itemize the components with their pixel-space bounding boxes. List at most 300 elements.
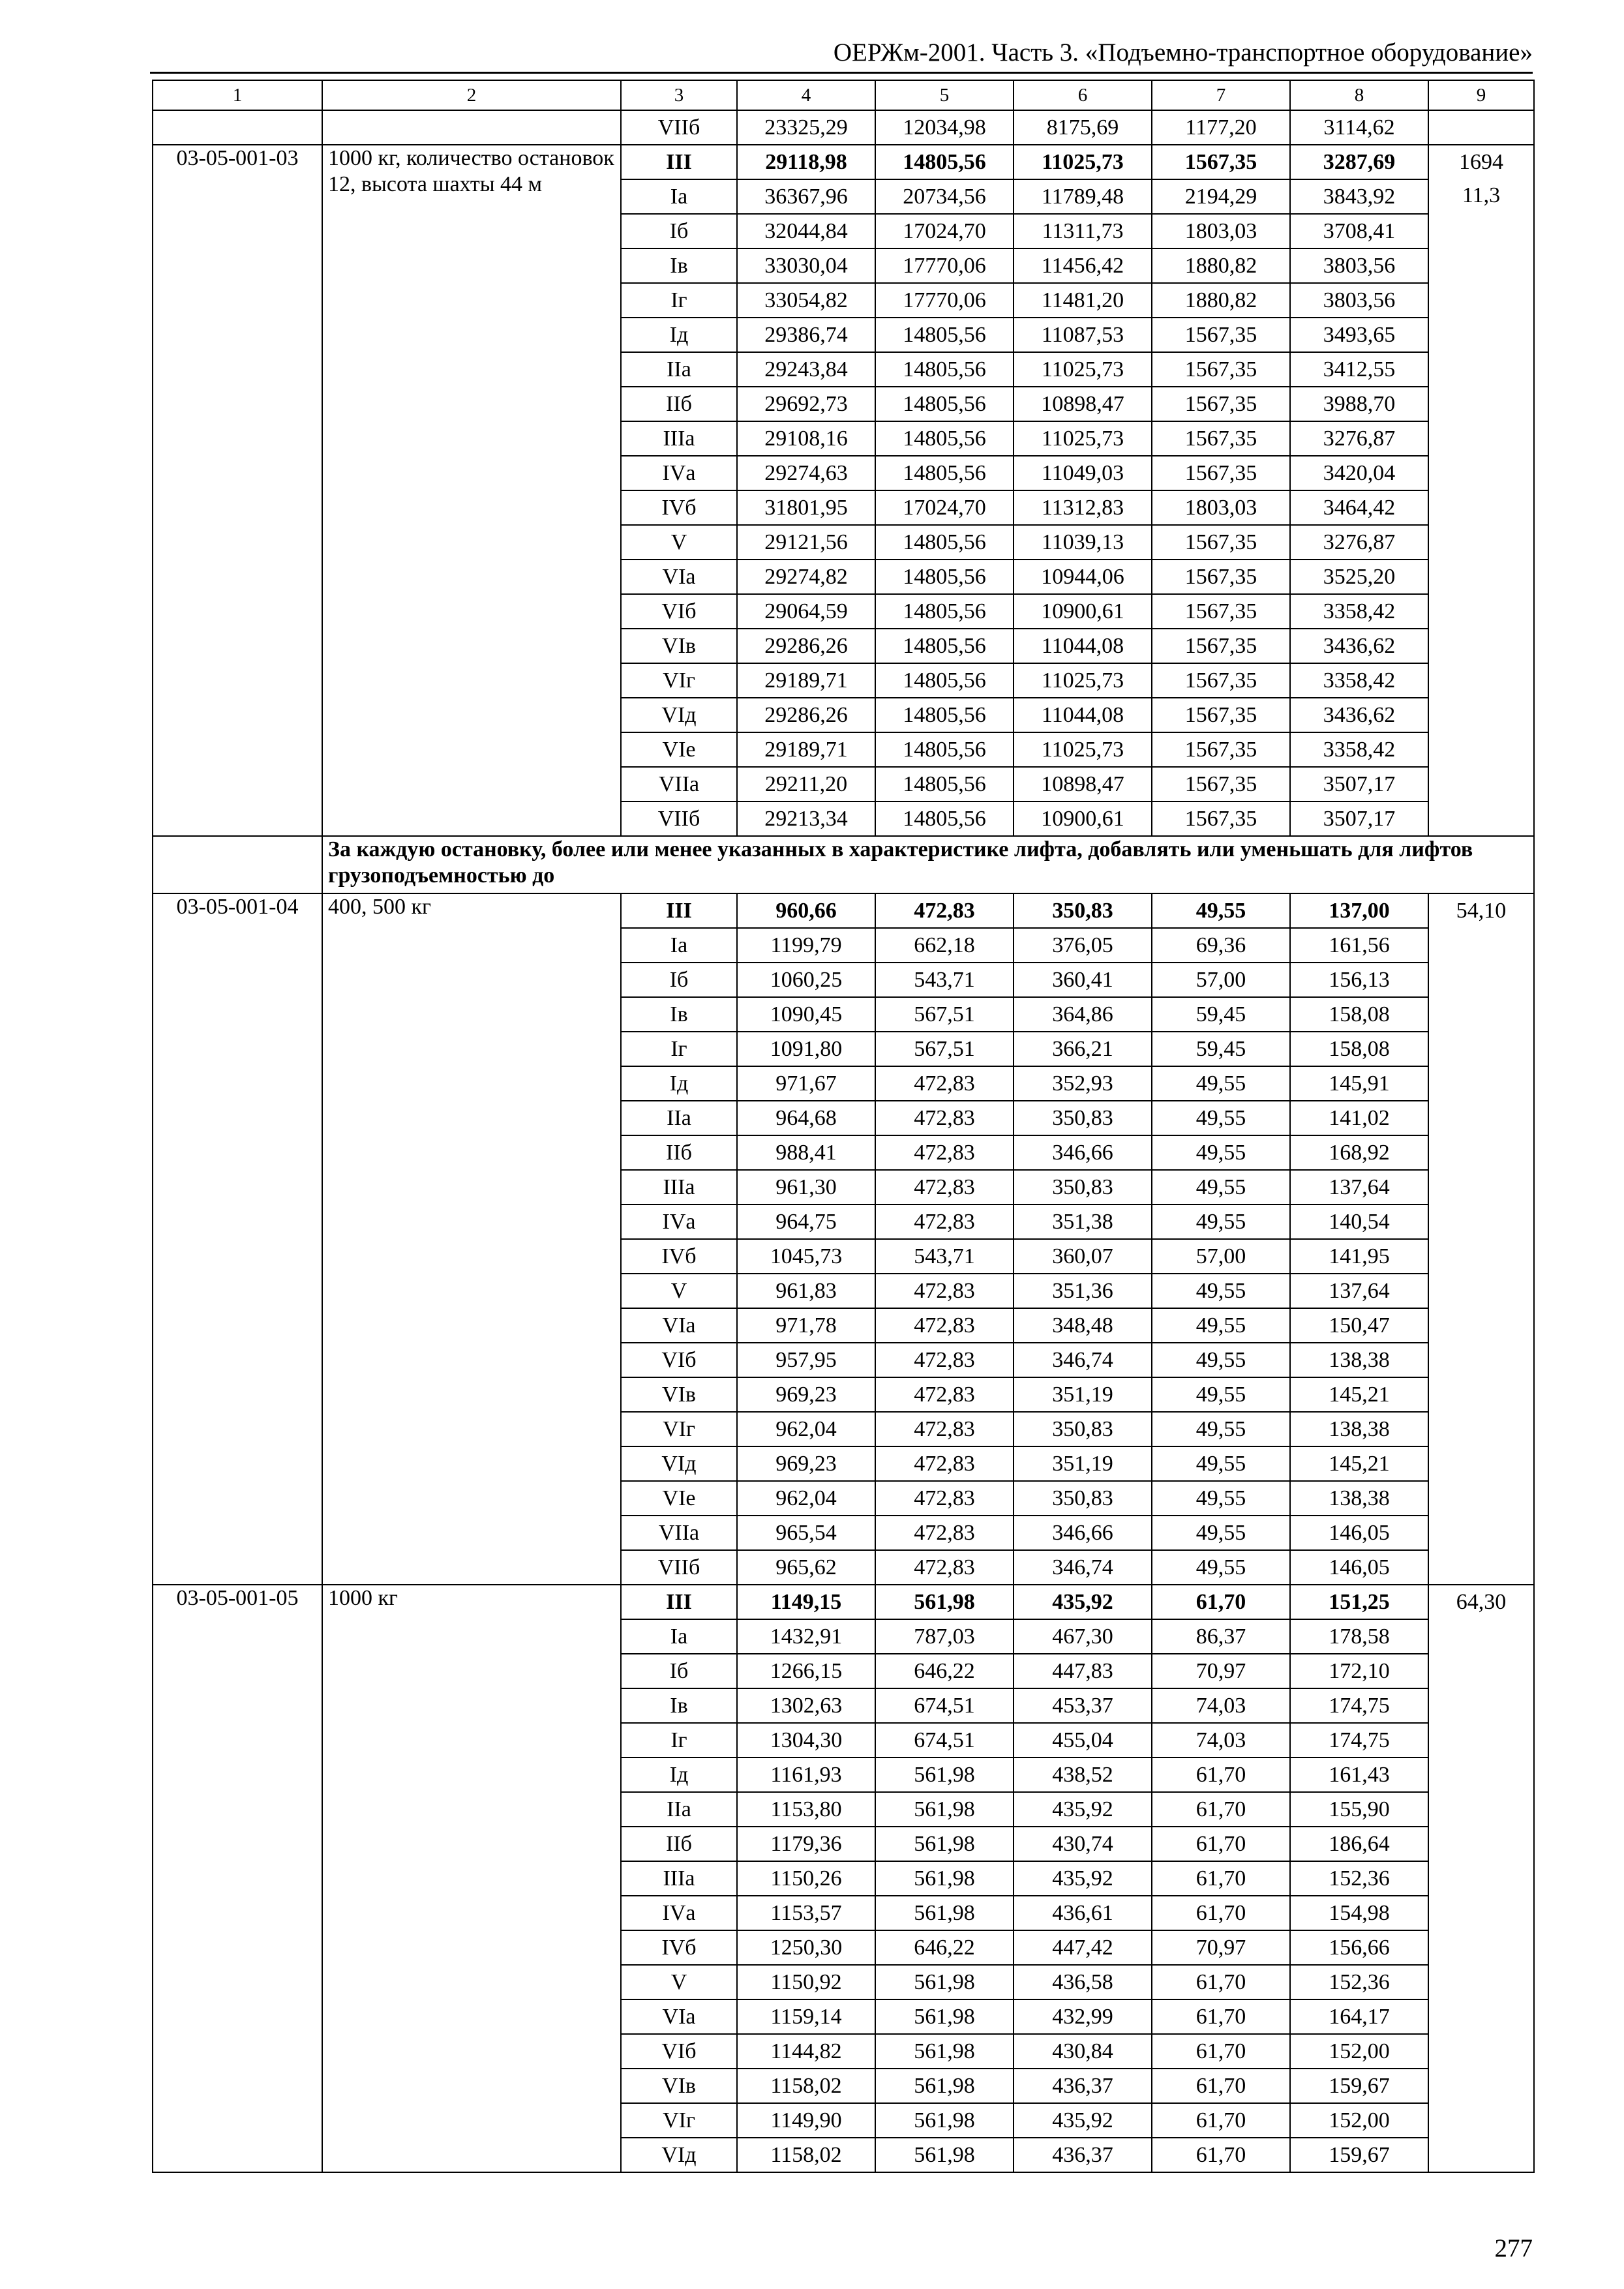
value-col8: 146,05 bbox=[1290, 1516, 1428, 1550]
zone-class: VIIб bbox=[621, 110, 737, 145]
value-col7: 86,37 bbox=[1152, 1619, 1290, 1654]
value-col8: 3843,92 bbox=[1290, 179, 1428, 214]
value-col5: 787,03 bbox=[875, 1619, 1014, 1654]
zone-class: VIа bbox=[621, 1308, 737, 1343]
value-col5: 646,22 bbox=[875, 1654, 1014, 1688]
value-col7: 1803,03 bbox=[1152, 214, 1290, 248]
value-col8: 137,00 bbox=[1290, 893, 1428, 928]
value-col8: 152,00 bbox=[1290, 2034, 1428, 2069]
value-col8: 141,95 bbox=[1290, 1239, 1428, 1274]
value-col5: 472,83 bbox=[875, 1170, 1014, 1204]
value-col6: 10944,06 bbox=[1014, 560, 1152, 594]
rates-table bbox=[152, 80, 1535, 2173]
zone-class: VIе bbox=[621, 732, 737, 767]
value-col7: 59,45 bbox=[1152, 997, 1290, 1032]
value-col6: 447,83 bbox=[1014, 1654, 1152, 1688]
value-col7: 1880,82 bbox=[1152, 248, 1290, 283]
column-number: 3 bbox=[621, 80, 737, 110]
column-number-row bbox=[153, 80, 1534, 110]
value-col8: 161,56 bbox=[1290, 928, 1428, 963]
value-col5: 14805,56 bbox=[875, 594, 1014, 629]
zone-class: V bbox=[621, 1965, 737, 1999]
value-col5: 17770,06 bbox=[875, 283, 1014, 318]
zone-class: IVб bbox=[621, 1930, 737, 1965]
value-col6: 11456,42 bbox=[1014, 248, 1152, 283]
value-col4: 971,78 bbox=[737, 1308, 875, 1343]
column-number: 4 bbox=[737, 80, 875, 110]
value-col6: 10898,47 bbox=[1014, 767, 1152, 801]
value-col4: 964,75 bbox=[737, 1204, 875, 1239]
value-col8: 3412,55 bbox=[1290, 352, 1428, 387]
value-col5: 543,71 bbox=[875, 963, 1014, 997]
value-col7: 49,55 bbox=[1152, 1481, 1290, 1516]
value-col8: 168,92 bbox=[1290, 1135, 1428, 1170]
value-col7: 49,55 bbox=[1152, 1204, 1290, 1239]
value-col4: 962,04 bbox=[737, 1412, 875, 1446]
value-col4: 962,04 bbox=[737, 1481, 875, 1516]
value-col8: 158,08 bbox=[1290, 997, 1428, 1032]
value-col5: 472,83 bbox=[875, 1101, 1014, 1135]
value-col4: 1153,80 bbox=[737, 1792, 875, 1827]
zone-class: VIIа bbox=[621, 767, 737, 801]
value-col8: 3803,56 bbox=[1290, 248, 1428, 283]
value-col5: 472,83 bbox=[875, 1204, 1014, 1239]
value-col4: 1150,92 bbox=[737, 1965, 875, 1999]
value-col6: 11789,48 bbox=[1014, 179, 1152, 214]
value-col8: 145,21 bbox=[1290, 1377, 1428, 1412]
table-row bbox=[153, 110, 1534, 145]
value-col7: 61,70 bbox=[1152, 2034, 1290, 2069]
value-col4: 23325,29 bbox=[737, 110, 875, 145]
value-col8: 186,64 bbox=[1290, 1827, 1428, 1861]
rate-code: 03-05-001-03 bbox=[153, 145, 322, 836]
value-col4: 1161,93 bbox=[737, 1758, 875, 1792]
value-col4: 29692,73 bbox=[737, 387, 875, 421]
value-col5: 561,98 bbox=[875, 1758, 1014, 1792]
value-col4: 29189,71 bbox=[737, 663, 875, 698]
value-col7: 1177,20 bbox=[1152, 110, 1290, 145]
value-col7: 1567,35 bbox=[1152, 525, 1290, 560]
value-col7: 49,55 bbox=[1152, 1343, 1290, 1377]
value-col5: 14805,56 bbox=[875, 732, 1014, 767]
value-col7: 61,70 bbox=[1152, 1585, 1290, 1619]
value-col5: 14805,56 bbox=[875, 629, 1014, 663]
value-col8: 3436,62 bbox=[1290, 629, 1428, 663]
value-col6: 350,83 bbox=[1014, 1170, 1152, 1204]
value-col5: 561,98 bbox=[875, 1965, 1014, 1999]
value-col4: 29189,71 bbox=[737, 732, 875, 767]
value-col5: 12034,98 bbox=[875, 110, 1014, 145]
value-col6: 435,92 bbox=[1014, 1792, 1152, 1827]
zone-class: VIIа bbox=[621, 1516, 737, 1550]
value-col6: 11044,08 bbox=[1014, 629, 1152, 663]
labor-cost-cell bbox=[1428, 110, 1534, 145]
value-col8: 3358,42 bbox=[1290, 663, 1428, 698]
value-col8: 156,13 bbox=[1290, 963, 1428, 997]
table-row bbox=[153, 893, 1534, 928]
zone-class: IIIа bbox=[621, 421, 737, 456]
value-col5: 14805,56 bbox=[875, 767, 1014, 801]
value-col5: 472,83 bbox=[875, 1343, 1014, 1377]
value-col4: 29243,84 bbox=[737, 352, 875, 387]
table-row bbox=[153, 1585, 1534, 1619]
value-col8: 3507,17 bbox=[1290, 801, 1428, 836]
value-col4: 1266,15 bbox=[737, 1654, 875, 1688]
value-col7: 1567,35 bbox=[1152, 560, 1290, 594]
value-col6: 435,92 bbox=[1014, 2103, 1152, 2138]
value-col4: 1091,80 bbox=[737, 1032, 875, 1066]
value-col6: 11025,73 bbox=[1014, 145, 1152, 179]
value-col7: 49,55 bbox=[1152, 1101, 1290, 1135]
value-col4: 1432,91 bbox=[737, 1619, 875, 1654]
value-col4: 1304,30 bbox=[737, 1723, 875, 1758]
value-col5: 14805,56 bbox=[875, 421, 1014, 456]
value-col6: 366,21 bbox=[1014, 1032, 1152, 1066]
value-col4: 29286,26 bbox=[737, 698, 875, 732]
zone-class: Iг bbox=[621, 1032, 737, 1066]
value-col6: 11049,03 bbox=[1014, 456, 1152, 490]
value-col8: 161,43 bbox=[1290, 1758, 1428, 1792]
value-col6: 360,07 bbox=[1014, 1239, 1152, 1274]
value-col8: 137,64 bbox=[1290, 1170, 1428, 1204]
zone-class: IIа bbox=[621, 352, 737, 387]
value-col4: 965,54 bbox=[737, 1516, 875, 1550]
zone-class: IIб bbox=[621, 1135, 737, 1170]
value-col5: 472,83 bbox=[875, 1308, 1014, 1343]
rate-description: 400, 500 кг bbox=[322, 893, 621, 1585]
value-col6: 11044,08 bbox=[1014, 698, 1152, 732]
value-col8: 3988,70 bbox=[1290, 387, 1428, 421]
value-col6: 346,74 bbox=[1014, 1550, 1152, 1585]
value-col8: 137,64 bbox=[1290, 1274, 1428, 1308]
value-col4: 29118,98 bbox=[737, 145, 875, 179]
zone-class: IVа bbox=[621, 1896, 737, 1930]
value-col8: 3287,69 bbox=[1290, 145, 1428, 179]
value-col4: 29121,56 bbox=[737, 525, 875, 560]
value-col5: 674,51 bbox=[875, 1688, 1014, 1723]
value-col6: 430,84 bbox=[1014, 2034, 1152, 2069]
value-col7: 1567,35 bbox=[1152, 318, 1290, 352]
value-col6: 350,83 bbox=[1014, 1481, 1152, 1516]
value-col6: 346,66 bbox=[1014, 1135, 1152, 1170]
value-col6: 360,41 bbox=[1014, 963, 1152, 997]
value-col7: 49,55 bbox=[1152, 1170, 1290, 1204]
value-col4: 1144,82 bbox=[737, 2034, 875, 2069]
zone-class: VIб bbox=[621, 1343, 737, 1377]
value-col8: 141,02 bbox=[1290, 1101, 1428, 1135]
value-col6: 346,74 bbox=[1014, 1343, 1152, 1377]
note-empty-cell bbox=[153, 836, 322, 893]
column-number: 6 bbox=[1014, 80, 1152, 110]
value-col4: 32044,84 bbox=[737, 214, 875, 248]
value-col7: 1567,35 bbox=[1152, 663, 1290, 698]
value-col4: 1250,30 bbox=[737, 1930, 875, 1965]
value-col8: 3358,42 bbox=[1290, 594, 1428, 629]
zone-class: Iа bbox=[621, 928, 737, 963]
value-col7: 1567,35 bbox=[1152, 352, 1290, 387]
value-col5: 662,18 bbox=[875, 928, 1014, 963]
zone-class: Iд bbox=[621, 1066, 737, 1101]
value-col4: 1158,02 bbox=[737, 2069, 875, 2103]
zone-class: III bbox=[621, 145, 737, 179]
value-col5: 14805,56 bbox=[875, 663, 1014, 698]
value-col6: 350,83 bbox=[1014, 893, 1152, 928]
value-col6: 346,66 bbox=[1014, 1516, 1152, 1550]
value-col7: 49,55 bbox=[1152, 1135, 1290, 1170]
value-col5: 472,83 bbox=[875, 1516, 1014, 1550]
zone-class: Iа bbox=[621, 1619, 737, 1654]
value-col5: 561,98 bbox=[875, 1585, 1014, 1619]
value-col4: 964,68 bbox=[737, 1101, 875, 1135]
zone-class: IVб bbox=[621, 490, 737, 525]
value-col5: 17024,70 bbox=[875, 214, 1014, 248]
value-col6: 11039,13 bbox=[1014, 525, 1152, 560]
value-col6: 11311,73 bbox=[1014, 214, 1152, 248]
zone-class: III bbox=[621, 1585, 737, 1619]
zone-class: Iв bbox=[621, 248, 737, 283]
column-number: 7 bbox=[1152, 80, 1290, 110]
zone-class: Iв bbox=[621, 1688, 737, 1723]
value-col7: 1567,35 bbox=[1152, 629, 1290, 663]
value-col6: 350,83 bbox=[1014, 1412, 1152, 1446]
zone-class: IIIа bbox=[621, 1861, 737, 1896]
value-col4: 1179,36 bbox=[737, 1827, 875, 1861]
value-col4: 29211,20 bbox=[737, 767, 875, 801]
value-col5: 14805,56 bbox=[875, 560, 1014, 594]
value-col7: 1567,35 bbox=[1152, 421, 1290, 456]
value-col8: 155,90 bbox=[1290, 1792, 1428, 1827]
zone-class: VIIб bbox=[621, 1550, 737, 1585]
zone-class: IVб bbox=[621, 1239, 737, 1274]
value-col6: 351,19 bbox=[1014, 1446, 1152, 1481]
value-col7: 49,55 bbox=[1152, 1308, 1290, 1343]
value-col7: 57,00 bbox=[1152, 963, 1290, 997]
zone-class: Iб bbox=[621, 1654, 737, 1688]
value-col7: 61,70 bbox=[1152, 1792, 1290, 1827]
zone-class: Iв bbox=[621, 997, 737, 1032]
value-col7: 1567,35 bbox=[1152, 594, 1290, 629]
value-col7: 1803,03 bbox=[1152, 490, 1290, 525]
value-col4: 969,23 bbox=[737, 1446, 875, 1481]
value-col7: 49,55 bbox=[1152, 1066, 1290, 1101]
zone-class: IVа bbox=[621, 1204, 737, 1239]
value-col4: 961,30 bbox=[737, 1170, 875, 1204]
value-col6: 11087,53 bbox=[1014, 318, 1152, 352]
value-col7: 61,70 bbox=[1152, 1896, 1290, 1930]
value-col8: 145,91 bbox=[1290, 1066, 1428, 1101]
value-col4: 29286,26 bbox=[737, 629, 875, 663]
value-col6: 430,74 bbox=[1014, 1827, 1152, 1861]
value-col5: 472,83 bbox=[875, 1274, 1014, 1308]
value-col8: 3493,65 bbox=[1290, 318, 1428, 352]
value-col6: 10900,61 bbox=[1014, 594, 1152, 629]
value-col7: 59,45 bbox=[1152, 1032, 1290, 1066]
value-col5: 472,83 bbox=[875, 893, 1014, 928]
value-col6: 352,93 bbox=[1014, 1066, 1152, 1101]
zone-class: Iб bbox=[621, 963, 737, 997]
value-col5: 567,51 bbox=[875, 1032, 1014, 1066]
value-col8: 3358,42 bbox=[1290, 732, 1428, 767]
value-col8: 178,58 bbox=[1290, 1619, 1428, 1654]
value-col5: 472,83 bbox=[875, 1446, 1014, 1481]
value-col8: 138,38 bbox=[1290, 1412, 1428, 1446]
value-col7: 49,55 bbox=[1152, 1274, 1290, 1308]
value-col7: 1567,35 bbox=[1152, 387, 1290, 421]
value-col7: 49,55 bbox=[1152, 1550, 1290, 1585]
value-col6: 351,36 bbox=[1014, 1274, 1152, 1308]
value-col7: 61,70 bbox=[1152, 2069, 1290, 2103]
value-col5: 14805,56 bbox=[875, 352, 1014, 387]
value-col4: 29064,59 bbox=[737, 594, 875, 629]
value-col4: 1153,57 bbox=[737, 1896, 875, 1930]
value-col7: 69,36 bbox=[1152, 928, 1290, 963]
labor-cost-value: 11,3 bbox=[1462, 183, 1501, 207]
value-col5: 561,98 bbox=[875, 1792, 1014, 1827]
value-col6: 438,52 bbox=[1014, 1758, 1152, 1792]
column-number: 5 bbox=[875, 80, 1014, 110]
value-col4: 36367,96 bbox=[737, 179, 875, 214]
value-col4: 965,62 bbox=[737, 1550, 875, 1585]
value-col4: 1149,15 bbox=[737, 1585, 875, 1619]
value-col8: 146,05 bbox=[1290, 1550, 1428, 1585]
value-col7: 61,70 bbox=[1152, 1965, 1290, 1999]
value-col8: 151,25 bbox=[1290, 1585, 1428, 1619]
value-col8: 152,36 bbox=[1290, 1965, 1428, 1999]
value-col4: 29274,82 bbox=[737, 560, 875, 594]
value-col7: 70,97 bbox=[1152, 1930, 1290, 1965]
value-col5: 14805,56 bbox=[875, 801, 1014, 836]
value-col4: 29213,34 bbox=[737, 801, 875, 836]
value-col8: 152,00 bbox=[1290, 2103, 1428, 2138]
value-col6: 11025,73 bbox=[1014, 663, 1152, 698]
value-col7: 1567,35 bbox=[1152, 145, 1290, 179]
zone-class: VIа bbox=[621, 1999, 737, 2034]
value-col6: 376,05 bbox=[1014, 928, 1152, 963]
value-col7: 49,55 bbox=[1152, 1377, 1290, 1412]
value-col6: 11481,20 bbox=[1014, 283, 1152, 318]
zone-class: Iг bbox=[621, 283, 737, 318]
value-col4: 1199,79 bbox=[737, 928, 875, 963]
value-col5: 20734,56 bbox=[875, 179, 1014, 214]
value-col8: 3276,87 bbox=[1290, 525, 1428, 560]
value-col5: 472,83 bbox=[875, 1481, 1014, 1516]
value-col5: 561,98 bbox=[875, 2069, 1014, 2103]
value-col5: 561,98 bbox=[875, 2103, 1014, 2138]
value-col7: 49,55 bbox=[1152, 1516, 1290, 1550]
value-col7: 61,70 bbox=[1152, 1758, 1290, 1792]
value-col7: 70,97 bbox=[1152, 1654, 1290, 1688]
column-number: 1 bbox=[153, 80, 322, 110]
value-col5: 14805,56 bbox=[875, 456, 1014, 490]
value-col7: 57,00 bbox=[1152, 1239, 1290, 1274]
value-col7: 1567,35 bbox=[1152, 698, 1290, 732]
value-col7: 49,55 bbox=[1152, 1446, 1290, 1481]
zone-class: VIг bbox=[621, 2103, 737, 2138]
value-col4: 960,66 bbox=[737, 893, 875, 928]
value-col5: 561,98 bbox=[875, 1896, 1014, 1930]
zone-class: Iд bbox=[621, 318, 737, 352]
value-col4: 1159,14 bbox=[737, 1999, 875, 2034]
column-number: 8 bbox=[1290, 80, 1428, 110]
value-col8: 3420,04 bbox=[1290, 456, 1428, 490]
page-header-title: ОЕРЖм-2001. Часть 3. «Подъемно-транспортное оборудование» bbox=[833, 38, 1533, 67]
value-col6: 436,37 bbox=[1014, 2138, 1152, 2172]
zone-class: III bbox=[621, 893, 737, 928]
zone-class: VIг bbox=[621, 1412, 737, 1446]
value-col8: 159,67 bbox=[1290, 2069, 1428, 2103]
value-col5: 567,51 bbox=[875, 997, 1014, 1032]
zone-class: VIб bbox=[621, 2034, 737, 2069]
zone-class: VIв bbox=[621, 1377, 737, 1412]
value-col4: 969,23 bbox=[737, 1377, 875, 1412]
section-note: За каждую остановку, более или менее указанных в характеристике лифта, добавлять или уменьшать для лифтов грузоподъемностью до bbox=[322, 836, 1534, 893]
page-number: 277 bbox=[1494, 2234, 1533, 2262]
zone-class: VIIб bbox=[621, 801, 737, 836]
rate-code: 03-05-001-05 bbox=[153, 1585, 322, 2172]
labor-cost-value: 54,10 bbox=[1456, 899, 1507, 923]
value-col4: 971,67 bbox=[737, 1066, 875, 1101]
value-col8: 3507,17 bbox=[1290, 767, 1428, 801]
value-col8: 3114,62 bbox=[1290, 110, 1428, 145]
value-col6: 436,58 bbox=[1014, 1965, 1152, 1999]
table-row bbox=[153, 145, 1534, 179]
value-col4: 1158,02 bbox=[737, 2138, 875, 2172]
value-col6: 11025,73 bbox=[1014, 352, 1152, 387]
value-col7: 1880,82 bbox=[1152, 283, 1290, 318]
value-col5: 14805,56 bbox=[875, 525, 1014, 560]
column-number: 2 bbox=[322, 80, 621, 110]
value-col6: 453,37 bbox=[1014, 1688, 1152, 1723]
zone-class: IIа bbox=[621, 1792, 737, 1827]
value-col4: 1149,90 bbox=[737, 2103, 875, 2138]
value-col4: 957,95 bbox=[737, 1343, 875, 1377]
value-col7: 61,70 bbox=[1152, 2138, 1290, 2172]
value-col5: 472,83 bbox=[875, 1377, 1014, 1412]
value-col8: 174,75 bbox=[1290, 1723, 1428, 1758]
value-col6: 455,04 bbox=[1014, 1723, 1152, 1758]
value-col6: 350,83 bbox=[1014, 1101, 1152, 1135]
value-col6: 348,48 bbox=[1014, 1308, 1152, 1343]
labor-cost-cell bbox=[1428, 145, 1534, 836]
value-col7: 1567,35 bbox=[1152, 801, 1290, 836]
value-col8: 172,10 bbox=[1290, 1654, 1428, 1688]
rate-description: 1000 кг bbox=[322, 1585, 621, 2172]
value-col5: 561,98 bbox=[875, 2034, 1014, 2069]
value-col4: 33054,82 bbox=[737, 283, 875, 318]
value-col5: 472,83 bbox=[875, 1412, 1014, 1446]
labor-cost-cell bbox=[1428, 1585, 1534, 2172]
value-col8: 3803,56 bbox=[1290, 283, 1428, 318]
zone-class: VIе bbox=[621, 1481, 737, 1516]
value-col4: 1150,26 bbox=[737, 1861, 875, 1896]
value-col5: 561,98 bbox=[875, 1999, 1014, 2034]
value-col5: 561,98 bbox=[875, 2138, 1014, 2172]
value-col6: 8175,69 bbox=[1014, 110, 1152, 145]
value-col6: 11025,73 bbox=[1014, 732, 1152, 767]
value-col7: 1567,35 bbox=[1152, 767, 1290, 801]
value-col8: 152,36 bbox=[1290, 1861, 1428, 1896]
zone-class: VIд bbox=[621, 1446, 737, 1481]
value-col5: 14805,56 bbox=[875, 698, 1014, 732]
value-col8: 154,98 bbox=[1290, 1896, 1428, 1930]
zone-class: IIб bbox=[621, 1827, 737, 1861]
value-col8: 138,38 bbox=[1290, 1343, 1428, 1377]
value-col6: 432,99 bbox=[1014, 1999, 1152, 2034]
value-col5: 472,83 bbox=[875, 1066, 1014, 1101]
value-col6: 10900,61 bbox=[1014, 801, 1152, 836]
value-col4: 1090,45 bbox=[737, 997, 875, 1032]
value-col8: 150,47 bbox=[1290, 1308, 1428, 1343]
